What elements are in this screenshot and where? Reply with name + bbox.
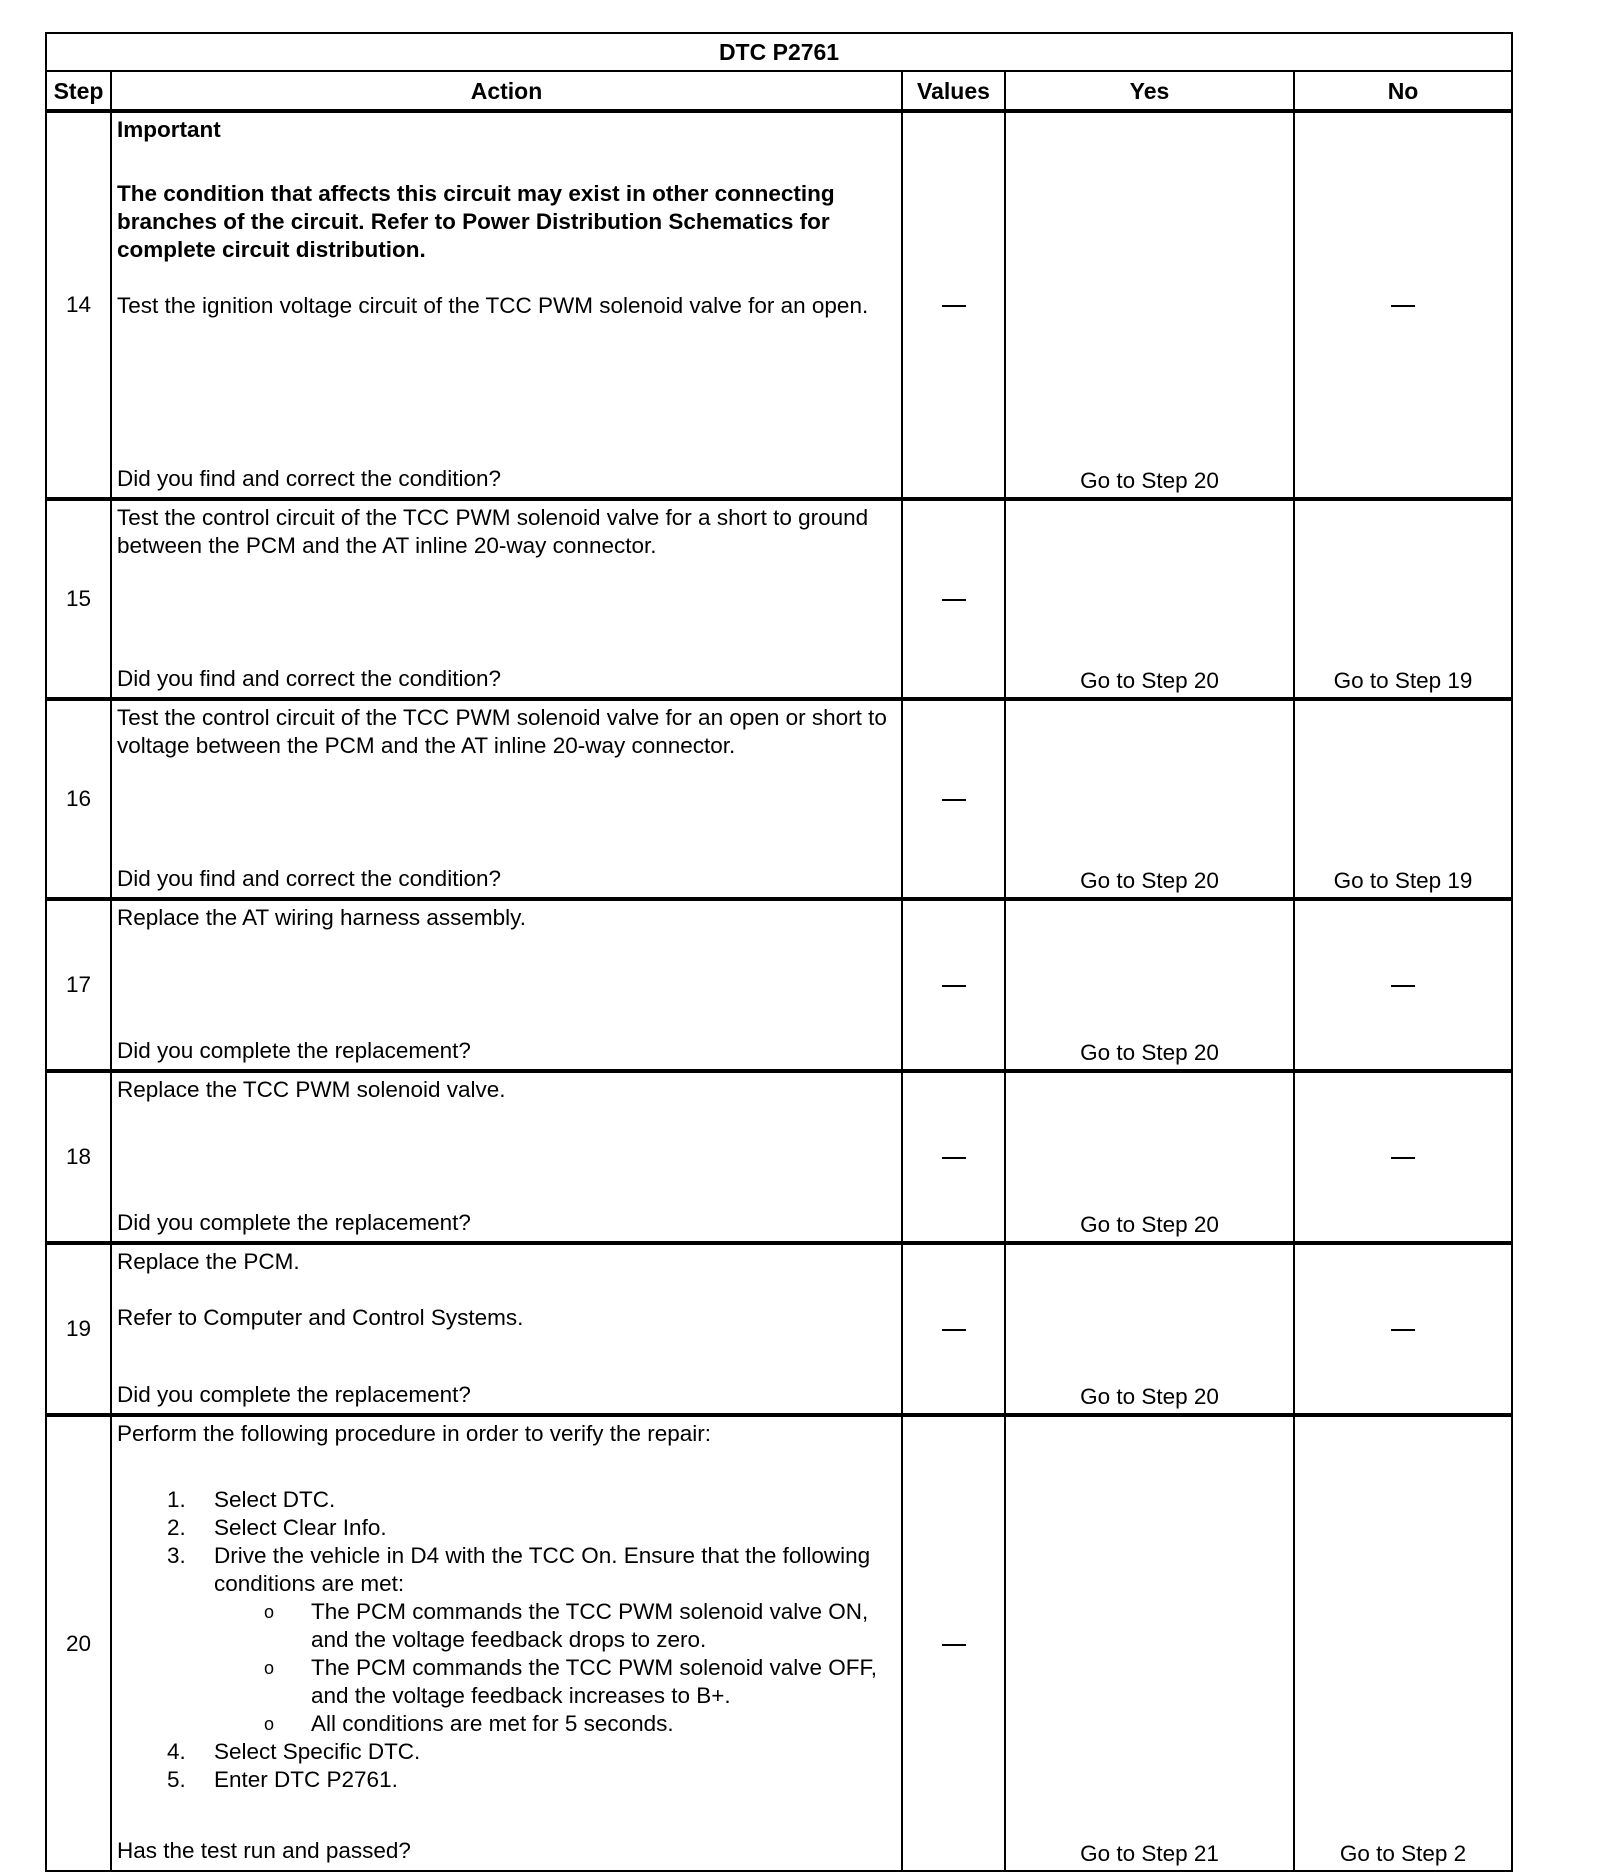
no-cell: Go to Step 19 — [1294, 699, 1512, 899]
no-cell — [1294, 1243, 1512, 1415]
procedure-list — [117, 1486, 893, 1794]
list-item: 4. Select Specific DTC. — [167, 1739, 421, 1764]
header-action: Action — [111, 71, 902, 111]
yes-cell: Go to Step 21 — [1005, 1415, 1294, 1871]
values-cell — [902, 499, 1005, 699]
action-cell — [111, 699, 902, 899]
action-text: Replace the TCC PWM solenoid valve. — [117, 1077, 506, 1102]
no-cell: Go to Step 2 — [1294, 1415, 1512, 1871]
header-values: Values — [902, 71, 1005, 111]
dtc-table — [45, 32, 1513, 1872]
table-row-step-17 — [46, 899, 1512, 1071]
table-row-step-20 — [46, 1415, 1512, 1871]
dash-mark — [942, 799, 966, 801]
dash-mark — [942, 305, 966, 307]
action-question: Did you complete the replacement? — [117, 1382, 471, 1407]
list-item: o The PCM commands the TCC PWM solenoid valve OFF, and the voltage feedback increases to B+. — [264, 1655, 878, 1708]
no-cell — [1294, 1071, 1512, 1243]
action-text: Test the control circuit of the TCC PWM solenoid valve for a short to ground between the PCM and the AT inline 20-way connector. — [117, 505, 869, 558]
list-item: o The PCM commands the TCC PWM solenoid valve ON, and the voltage feedback drops to zero. — [264, 1599, 869, 1652]
header-step: Step — [46, 71, 111, 111]
action-cell — [111, 1415, 902, 1871]
action-text: Replace the PCM. — [117, 1249, 300, 1274]
action-cell — [111, 1243, 902, 1415]
no-cell: Go to Step 19 — [1294, 499, 1512, 699]
list-item: 5. Enter DTC P2761. — [167, 1767, 398, 1792]
dash-mark — [1391, 1329, 1415, 1331]
dash-mark — [1391, 305, 1415, 307]
dash-mark — [942, 599, 966, 601]
dash-mark — [942, 1644, 966, 1646]
values-cell — [902, 1415, 1005, 1871]
action-question: Did you complete the replacement? — [117, 1210, 471, 1235]
list-item: 3. Drive the vehicle in D4 with the TCC On. Ensure that the following conditions are met: o The PCM commands the TCC PWM solenoid valve ON, and the voltage feedback drops to zero. o The PCM commands the TCC PWM solenoid valve OFF, and the voltage feedback increases to B+. o All conditions are met for 5 seconds. — [117, 1542, 893, 1738]
important-text: The condition that affects this circuit may exist in other connecting branches of the circuit. Refer to Power Distribution Schematics for complete circuit distribution. — [117, 181, 835, 262]
dash-mark — [942, 1329, 966, 1331]
step-number: 17 — [46, 899, 111, 1071]
action-cell — [111, 499, 902, 699]
yes-cell: Go to Step 20 — [1005, 699, 1294, 899]
step-number: 15 — [46, 499, 111, 699]
action-cell — [111, 1071, 902, 1243]
step-number: 16 — [46, 699, 111, 899]
condition-list — [214, 1598, 893, 1738]
values-cell — [902, 1243, 1005, 1415]
table-row-step-16 — [46, 699, 1512, 899]
dash-mark — [942, 985, 966, 987]
step-number: 14 — [46, 111, 111, 499]
table-row-step-19 — [46, 1243, 1512, 1415]
dash-mark — [942, 1157, 966, 1159]
values-cell — [902, 899, 1005, 1071]
action-question: Has the test run and passed? — [117, 1838, 411, 1863]
step-number: 19 — [46, 1243, 111, 1415]
table-title: DTC P2761 — [46, 33, 1512, 71]
header-no: No — [1294, 71, 1512, 111]
yes-cell: Go to Step 20 — [1005, 1243, 1294, 1415]
no-cell — [1294, 899, 1512, 1071]
values-cell — [902, 699, 1005, 899]
action-question: Did you find and correct the condition? — [117, 866, 501, 891]
action-text: Test the control circuit of the TCC PWM solenoid valve for an open or short to voltage between the PCM and the AT inline 20-way connector. — [117, 705, 887, 758]
header-yes: Yes — [1005, 71, 1294, 111]
list-item: o All conditions are met for 5 seconds. — [264, 1711, 674, 1736]
action-question: Did you complete the replacement? — [117, 1038, 471, 1063]
values-cell — [902, 111, 1005, 499]
action-text: Test the ignition voltage circuit of the TCC PWM solenoid valve for an open. — [117, 293, 869, 318]
action-reference: Refer to Computer and Control Systems. — [117, 1305, 524, 1330]
action-cell — [111, 899, 902, 1071]
action-text: Replace the AT wiring harness assembly. — [117, 905, 526, 930]
important-heading: Important — [117, 117, 221, 142]
table-row-step-18 — [46, 1071, 1512, 1243]
yes-cell: Go to Step 20 — [1005, 1071, 1294, 1243]
step-number: 18 — [46, 1071, 111, 1243]
action-question: Did you find and correct the condition? — [117, 666, 501, 691]
action-text: Perform the following procedure in order to verify the repair: — [117, 1421, 712, 1446]
table-row-step-14 — [46, 111, 1512, 499]
step-number: 20 — [46, 1415, 111, 1871]
yes-cell: Go to Step 20 — [1005, 499, 1294, 699]
no-cell — [1294, 111, 1512, 499]
table-row-step-15 — [46, 499, 1512, 699]
action-question: Did you find and correct the condition? — [117, 466, 501, 491]
values-cell — [902, 1071, 1005, 1243]
yes-cell: Go to Step 20 — [1005, 111, 1294, 499]
list-item: 1. Select DTC. — [167, 1487, 336, 1512]
dash-mark — [1391, 985, 1415, 987]
yes-cell: Go to Step 20 — [1005, 899, 1294, 1071]
dash-mark — [1391, 1157, 1415, 1159]
action-cell — [111, 111, 902, 499]
list-item: 2. Select Clear Info. — [167, 1515, 387, 1540]
